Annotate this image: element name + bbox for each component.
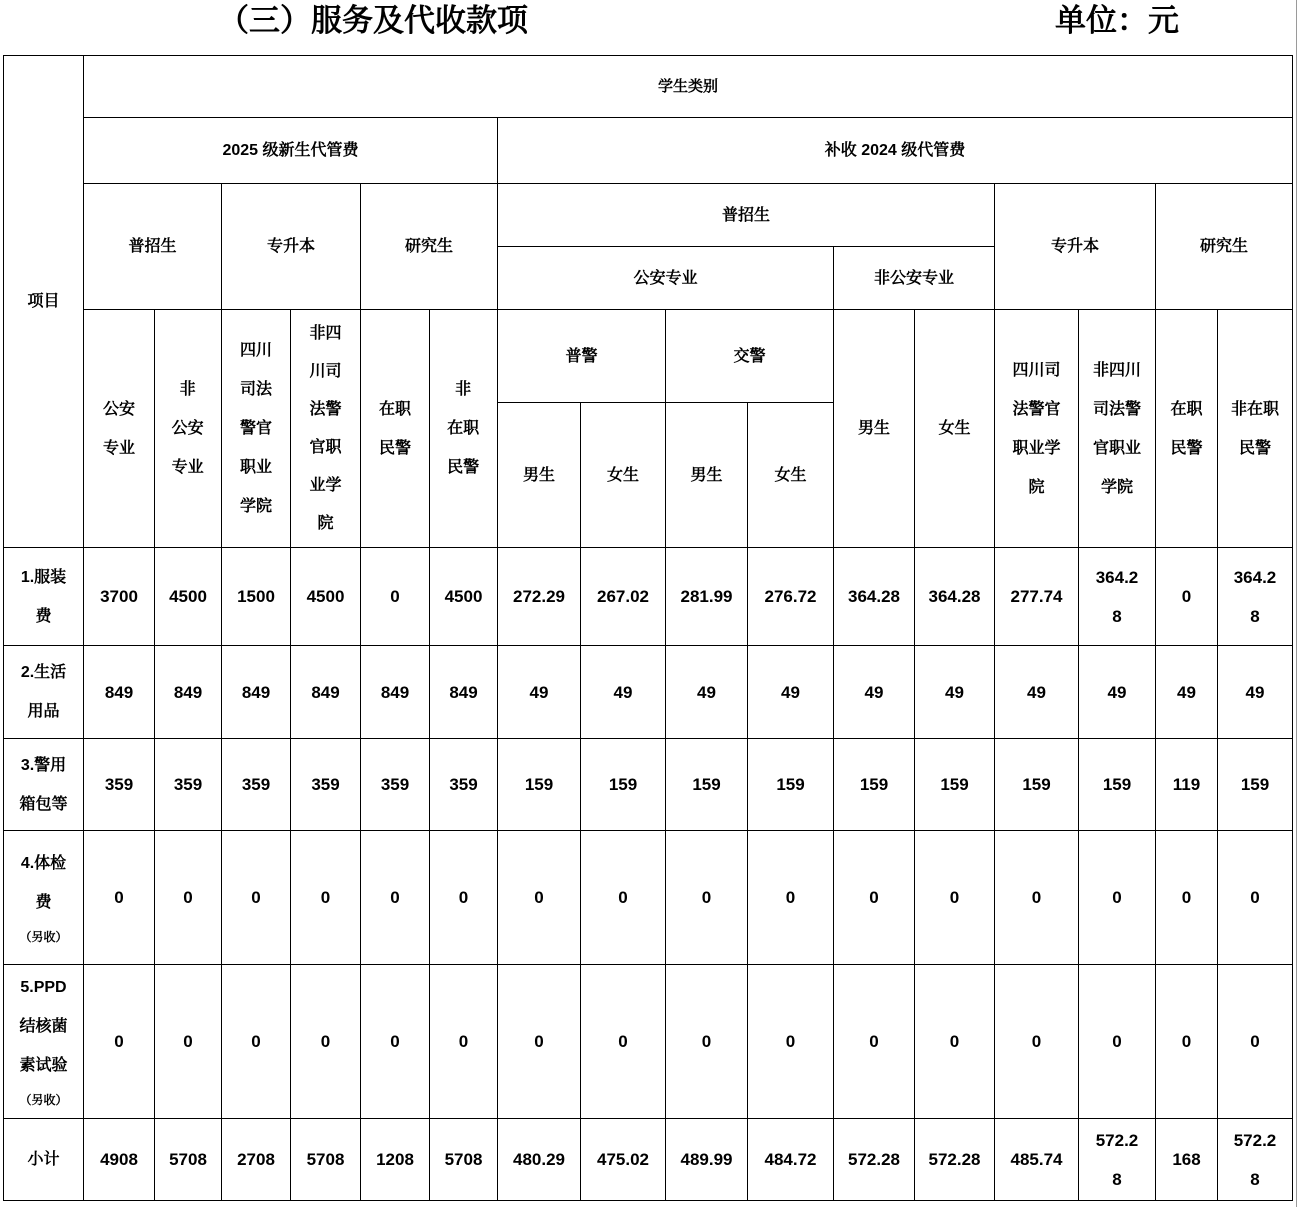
fee-cell: 849	[291, 646, 361, 739]
left-regular-header: 普招生	[84, 184, 222, 310]
fee-cell: 159	[995, 739, 1079, 831]
left-graduate-header: 研究生	[361, 184, 498, 310]
fee-cell: 0	[291, 831, 361, 965]
fee-cell: 0	[581, 965, 666, 1119]
fee-cell: 0	[1218, 831, 1293, 965]
student-category-header: 学生类别	[84, 56, 1293, 118]
row-label-note: （另收）	[19, 1093, 68, 1107]
row-label-clothing-fee	[4, 548, 84, 646]
fee-cell: 0	[155, 831, 222, 965]
fee-cell: 0	[1079, 965, 1156, 1119]
row-label-text: 小计	[27, 1151, 60, 1168]
item-header: 项目	[4, 56, 84, 548]
col-header-label: 公安专业	[102, 400, 135, 457]
header-row	[4, 184, 1293, 247]
fee-cell: 0	[834, 831, 915, 965]
fee-cell: 49	[666, 646, 748, 739]
fee-cell: 0	[222, 831, 291, 965]
fee-cell: 0	[1156, 965, 1218, 1119]
fee-cell: 159	[1079, 739, 1156, 831]
fee-cell: 0	[1156, 548, 1218, 646]
fee-cell: 159	[834, 739, 915, 831]
fee-cell: 849	[430, 646, 498, 739]
fee-cell: 3700	[84, 548, 155, 646]
fee-cell: 281.99	[666, 548, 748, 646]
fee-cell	[1218, 548, 1293, 646]
col-header-in-service	[361, 310, 430, 548]
fee-cell: 0	[361, 548, 430, 646]
unit-label: 单位：元	[1055, 3, 1179, 38]
col-header-general-police-male: 男生	[498, 403, 581, 548]
row-label-daily-supplies	[4, 646, 84, 739]
fee-cell: 0	[915, 831, 995, 965]
fee-cell: 0	[155, 965, 222, 1119]
col-header-graduate-not-in-service	[1218, 310, 1293, 548]
fee-cell: 49	[1156, 646, 1218, 739]
fee-cell: 272.29	[498, 548, 581, 646]
fee-cell: 359	[155, 739, 222, 831]
fee-cell: 0	[84, 831, 155, 965]
right-graduate-header: 研究生	[1156, 184, 1293, 310]
document-title: （三）服务及代收款项	[218, 3, 528, 38]
header-row	[4, 56, 1293, 118]
fee-cell: 364.28	[834, 548, 915, 646]
header-row	[4, 118, 1293, 184]
header-row	[4, 310, 1293, 403]
fee-value: 364.28	[1095, 567, 1139, 626]
col-header-general-police-female: 女生	[581, 403, 666, 548]
fee-cell: 0	[995, 965, 1079, 1119]
fee-cell: 364.28	[915, 548, 995, 646]
col-header-label: 在职民警	[378, 400, 411, 457]
row-label-medical-exam	[4, 831, 84, 965]
row-label-ppd-test	[4, 965, 84, 1119]
fee-cell: 49	[995, 646, 1079, 739]
branch-header-traffic-police: 交警	[666, 310, 834, 403]
subtotal-cell: 1208	[361, 1119, 430, 1201]
right-upgrade-header: 专升本	[995, 184, 1156, 310]
table-row	[4, 965, 1293, 1119]
subtotal-value: 572.28	[1095, 1130, 1139, 1189]
col-header-label: 非四川司法警官职业学院	[309, 324, 342, 532]
fee-cell: 277.74	[995, 548, 1079, 646]
row-label-text: 5.PPD结核菌素试验	[19, 979, 68, 1074]
fee-cell: 0	[748, 965, 834, 1119]
col-header-label: 四川司法警官职业学院	[1012, 361, 1061, 496]
fee-cell: 49	[915, 646, 995, 739]
col-header-label: 非公安专业	[171, 381, 204, 476]
col-header-sichuan-academy	[222, 310, 291, 548]
row-label-text: 4.体检费	[20, 854, 67, 911]
fee-cell: 0	[1079, 831, 1156, 965]
fee-cell: 0	[1218, 965, 1293, 1119]
fee-cell: 159	[581, 739, 666, 831]
table-row	[4, 831, 1293, 965]
fee-cell: 267.02	[581, 548, 666, 646]
fee-cell: 159	[666, 739, 748, 831]
col-header-non-police-female: 女生	[915, 310, 995, 548]
group-header-2024: 补收 2024 级代管费	[498, 118, 1293, 184]
fee-cell: 4500	[291, 548, 361, 646]
subtotal-cell: 480.29	[498, 1119, 581, 1201]
subtotal-cell: 572.28	[915, 1119, 995, 1201]
fee-cell	[1079, 548, 1156, 646]
subtotal-cell: 475.02	[581, 1119, 666, 1201]
table-row	[4, 548, 1293, 646]
col-header-label: 在职民警	[1170, 400, 1203, 457]
col-header-traffic-police-female: 女生	[748, 403, 834, 548]
fee-cell: 359	[291, 739, 361, 831]
fee-cell: 359	[361, 739, 430, 831]
fee-cell: 0	[834, 965, 915, 1119]
fee-cell: 0	[581, 831, 666, 965]
fee-cell: 359	[430, 739, 498, 831]
col-header-non-police-major	[155, 310, 222, 548]
fee-table	[3, 55, 1293, 1201]
fee-cell: 0	[1156, 831, 1218, 965]
fee-cell: 49	[1218, 646, 1293, 739]
fee-cell: 49	[748, 646, 834, 739]
fee-cell: 159	[915, 739, 995, 831]
fee-cell: 0	[84, 965, 155, 1119]
subtotal-cell: 485.74	[995, 1119, 1079, 1201]
row-label-text: 2.生活用品	[20, 664, 67, 720]
row-label-note: （另收）	[19, 929, 68, 944]
fee-cell: 0	[291, 965, 361, 1119]
col-header-upgrade-non-sichuan-academy	[1079, 310, 1156, 548]
col-header-not-in-service	[430, 310, 498, 548]
subtotal-cell: 489.99	[666, 1119, 748, 1201]
fee-cell: 0	[430, 965, 498, 1119]
subtotal-cell	[1079, 1119, 1156, 1201]
page-edge-line	[1296, 0, 1297, 1207]
fee-cell: 119	[1156, 739, 1218, 831]
subtotal-cell: 572.28	[834, 1119, 915, 1201]
fee-cell: 0	[430, 831, 498, 965]
col-header-label: 非在职民警	[1231, 400, 1280, 457]
fee-cell: 0	[995, 831, 1079, 965]
fee-cell: 159	[498, 739, 581, 831]
fee-cell: 0	[361, 831, 430, 965]
table-row	[4, 739, 1293, 831]
fee-cell: 849	[84, 646, 155, 739]
right-regular-header: 普招生	[498, 184, 995, 247]
group-header-2025: 2025 级新生代管费	[84, 118, 498, 184]
fee-cell: 0	[915, 965, 995, 1119]
col-header-label: 非四川司法警官职业学院	[1092, 361, 1141, 496]
row-label-subtotal	[4, 1119, 84, 1201]
fee-cell: 849	[361, 646, 430, 739]
table-row	[4, 646, 1293, 739]
subtotal-cell: 5708	[291, 1119, 361, 1201]
fee-cell: 849	[155, 646, 222, 739]
col-header-police-major	[84, 310, 155, 548]
col-header-traffic-police-male: 男生	[666, 403, 748, 548]
fee-cell: 49	[498, 646, 581, 739]
row-label-text: 3.警用箱包等	[19, 756, 68, 813]
fee-cell: 49	[834, 646, 915, 739]
fee-cell: 4500	[430, 548, 498, 646]
fee-cell: 0	[498, 965, 581, 1119]
branch-header-general-police: 普警	[498, 310, 666, 403]
subtotal-cell: 5708	[155, 1119, 222, 1201]
fee-cell: 0	[666, 831, 748, 965]
fee-value: 364.28	[1233, 567, 1277, 626]
fee-cell: 0	[498, 831, 581, 965]
fee-cell: 4500	[155, 548, 222, 646]
fee-cell: 0	[361, 965, 430, 1119]
row-label-police-bags	[4, 739, 84, 831]
fee-cell: 0	[748, 831, 834, 965]
fee-cell: 276.72	[748, 548, 834, 646]
subtotal-cell: 484.72	[748, 1119, 834, 1201]
subtotal-cell: 2708	[222, 1119, 291, 1201]
col-header-non-police-male: 男生	[834, 310, 915, 548]
fee-cell: 1500	[222, 548, 291, 646]
fee-cell: 49	[1079, 646, 1156, 739]
col-header-graduate-in-service	[1156, 310, 1218, 548]
fee-cell: 159	[1218, 739, 1293, 831]
fee-cell: 849	[222, 646, 291, 739]
subtotal-cell	[1218, 1119, 1293, 1201]
row-label-text: 1.服装费	[20, 568, 67, 625]
fee-cell: 359	[222, 739, 291, 831]
col-header-label: 四川司法警官职业学院	[239, 342, 272, 515]
subtotal-cell: 5708	[430, 1119, 498, 1201]
subtotal-cell: 168	[1156, 1119, 1218, 1201]
subtotal-value: 572.28	[1233, 1130, 1277, 1189]
fee-cell: 359	[84, 739, 155, 831]
table-row-subtotal	[4, 1119, 1293, 1201]
fee-cell: 159	[748, 739, 834, 831]
col-header-label: 非在职民警	[447, 381, 480, 476]
fee-cell: 0	[222, 965, 291, 1119]
right-police-major-header: 公安专业	[498, 247, 834, 310]
subtotal-cell: 4908	[84, 1119, 155, 1201]
col-header-non-sichuan-academy	[291, 310, 361, 548]
col-header-upgrade-sichuan-academy	[995, 310, 1079, 548]
right-non-police-major-header: 非公安专业	[834, 247, 995, 310]
fee-cell: 0	[666, 965, 748, 1119]
left-upgrade-header: 专升本	[222, 184, 361, 310]
fee-cell: 49	[581, 646, 666, 739]
